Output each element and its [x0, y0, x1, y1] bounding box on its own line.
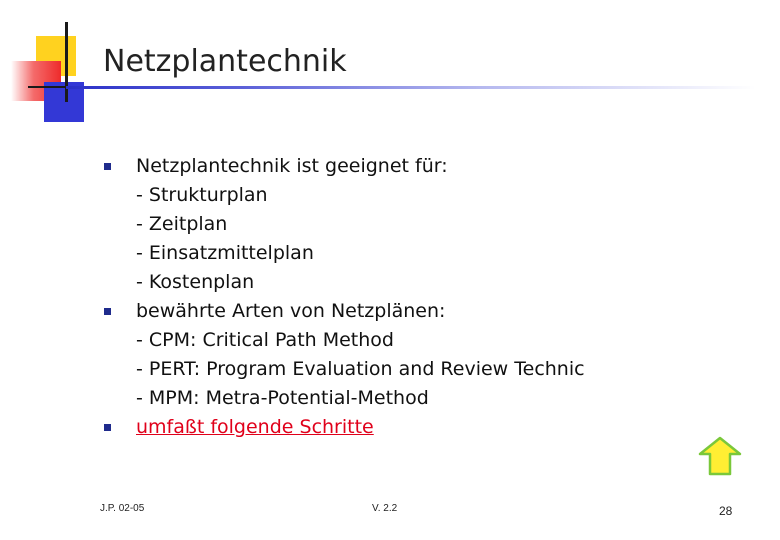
title-underline	[66, 86, 756, 89]
bullet-marker	[104, 308, 111, 315]
bullet-text: bewährte Arten von Netzplänen:	[136, 300, 446, 322]
bullet-item	[104, 413, 724, 442]
slide-title: Netzplantechnik	[103, 44, 347, 79]
bullet-subline: - Zeitplan	[136, 213, 228, 235]
footer-author: J.P. 02-05	[100, 503, 145, 514]
bullet-subline: - Strukturplan	[136, 184, 268, 206]
bullet-subline: - CPM: Critical Path Method	[136, 329, 394, 351]
footer-version: V. 2.2	[372, 503, 398, 514]
steps-link[interactable]: umfaßt folgende Schritte	[136, 416, 374, 438]
page-number: 28	[719, 504, 733, 518]
bullet-item	[104, 152, 724, 297]
bullet-marker	[104, 424, 111, 431]
bullet-subline: - Einsatzmittelplan	[136, 242, 314, 264]
bullet-marker	[104, 163, 111, 170]
ornament-vertical-line	[65, 22, 68, 102]
bullet-subline: - MPM: Metra-Potential-Method	[136, 387, 429, 409]
bullet-text: Netzplantechnik ist geeignet für:	[136, 155, 448, 177]
bullet-subline: - Kostenplan	[136, 271, 255, 293]
up-arrow-icon[interactable]	[698, 436, 742, 476]
bullet-text-container	[136, 413, 724, 442]
bullet-list	[104, 152, 724, 442]
bullet-subline: - PERT: Program Evaluation and Review Technic	[136, 358, 585, 380]
bullet-item	[104, 297, 724, 413]
